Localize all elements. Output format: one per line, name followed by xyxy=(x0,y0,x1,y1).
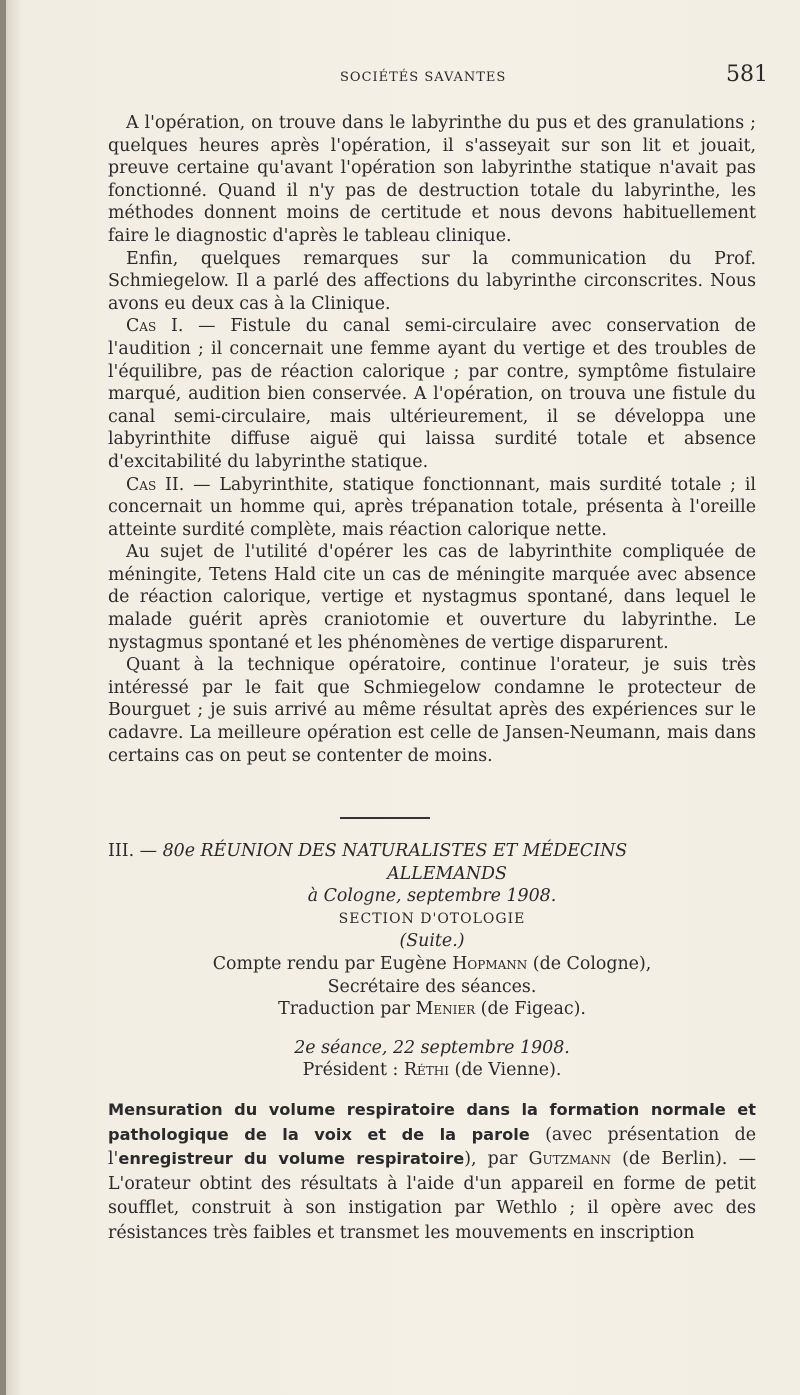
report-suffix: (de Cologne), xyxy=(527,953,652,974)
translator: Menier xyxy=(415,999,476,1020)
section-heading xyxy=(108,840,756,1082)
case-label: Cas II. xyxy=(126,474,185,495)
communication-device: enregistreur du volume respiratoire xyxy=(118,1149,465,1168)
president-name: Réthi xyxy=(403,1060,449,1081)
president-suffix: (de Vienne). xyxy=(449,1060,562,1081)
communication-title: Mensuration du volume respiratoire dans la formation normale et pathologique de la voix et de la parole xyxy=(108,1100,756,1144)
section-title xyxy=(108,840,756,863)
translation-prefix: Traduction par xyxy=(278,999,416,1020)
paragraph: Quant à la technique opératoire, continue l'orateur, je suis très intéressé par le fait que Schmiegelow condamne le protecteur de Bourguet ; je suis arrivé au même résultat après des expériences sur le cadavre. La meilleure opération est celle de Jansen-Neumann, mais dans certains cas on peut se contenter de moins. xyxy=(108,655,756,766)
communication-mid: (avec présentation de l' xyxy=(108,1124,757,1169)
session-line: 2e séance, 22 septembre 1908. xyxy=(294,1037,570,1058)
translation-line xyxy=(108,998,756,1021)
president-line xyxy=(108,1059,756,1082)
paragraph xyxy=(108,315,756,473)
section-number: III. — xyxy=(108,841,163,861)
section-title-line2: ALLEMANDS xyxy=(387,863,507,884)
report-line xyxy=(108,953,756,976)
page-spine-shadow xyxy=(0,0,6,1395)
subsection-title: SECTION D'OTOLOGIE xyxy=(338,910,526,927)
author-prefix: ), par xyxy=(464,1149,529,1169)
page-number: 581 xyxy=(726,62,768,87)
case-text: — Fistule du canal semi-circulaire avec conservation de l'audition ; il concernait une femme ayant du vertige et des troubles de l'équilibre, pas de réaction calorique ; par contre, symptôme fistulaire marqué, audition bien conservée. A l'opération, on trouva une fistule du canal semi-circulaire, mais ultérieurement, il se développa une labyrinthite diffuse aiguë qui laissa surdité totale et absence d'excitabilité du labyrinthe statique. xyxy=(108,316,756,472)
place-date: à Cologne, septembre 1908. xyxy=(307,886,557,907)
section-divider xyxy=(340,817,430,819)
author-name: Gutzmann xyxy=(528,1149,611,1169)
secretary-line: Secrétaire des séances. xyxy=(327,976,537,997)
president-prefix: Président : xyxy=(302,1060,404,1081)
page-header xyxy=(108,62,768,90)
report-prefix: Compte rendu par Eugène xyxy=(212,953,453,974)
report-author: Hopmann xyxy=(452,953,528,974)
paragraph: Enfin, quelques remarques sur la communication du Prof. Schmiegelow. Il a parlé des affections du labyrinthe circonscrites. Nous avons eu deux cas à la Clinique. xyxy=(108,248,756,314)
case-label: Cas I. xyxy=(126,316,184,337)
section-title-line1: 80e RÉUNION DES NATURALISTES ET MÉDECINS xyxy=(162,841,628,861)
paragraph: Au sujet de l'utilité d'opérer les cas de labyrinthite compliquée de méningite, Tetens Hald cite un cas de méningite marquée avec absence de réaction calorique, vertige et nystagmus spontané, dans lequel le malade guérit après craniotomie et ouverture du labyrinthe. Le nystagmus spontané et les phénomènes de vertige disparurent. xyxy=(108,542,756,653)
communication-paragraph xyxy=(108,1098,756,1245)
suite-note: (Suite.) xyxy=(399,931,465,952)
paragraph: A l'opération, on trouve dans le labyrinthe du pus et des granulations ; quelques heures après l'opération, il s'asseyait sur son lit et jouait, preuve certaine qu'avant l'opération son labyrinthe statique n'avait pas fonctionné. Quand il n'y pas de destruction totale du labyrinthe, les méthodes donnent moins de certitude et nous devons habituellement faire le diagnostic d'après le tableau clinique. xyxy=(108,113,756,246)
running-head: SOCIÉTÉS SAVANTES xyxy=(340,70,507,85)
paragraph xyxy=(108,474,756,542)
body-text xyxy=(108,112,756,767)
translation-suffix: (de Figeac). xyxy=(475,999,586,1020)
communication-text: (de Berlin). — L'orateur obtint des résultats à l'aide d'un appareil en forme de petit soufflet, construit à son instigation par Wethlo ; il opère avec des résistances très faibles et transmet les mouvements en inscription xyxy=(108,1149,756,1243)
case-text: — Labyrinthite, statique fonctionnant, mais surdité totale ; il concernait un homme qui, après trépanation totale, présenta à l'oreille atteinte surdité complète, mais réaction calorique nette. xyxy=(108,474,756,540)
